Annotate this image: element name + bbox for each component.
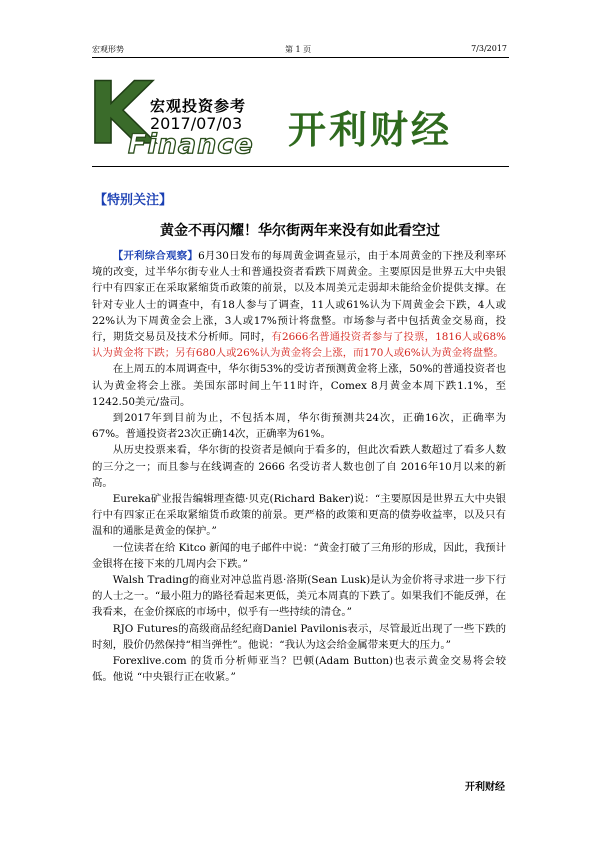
masthead-subtitle: 宏观投资参考 [150, 97, 247, 115]
paragraph-2: 在上周五的本周调查中，华尔街53%的受访者预测黄金将上涨，50%的普通投资者也认为黄金将会上涨。美国东部时间上午11时许，Comex 8月黄金本周下跌1.1%，至1242.50美元/盎司。 [92, 363, 506, 408]
article-body [92, 248, 506, 685]
logo-k-letter: K [87, 64, 150, 164]
footer-brand: 开利财经 [465, 782, 505, 793]
paragraph-1 [92, 248, 506, 361]
masthead-date: 2017/07/03 [150, 114, 243, 133]
paragraph-9: Forexlive.com 的货币分析师亚当？巴顿(Adam Button)也表示黄金交易将会较低。他说 “中央银行正在收紧。” [92, 655, 506, 684]
header-date: 7/3/2017 [471, 44, 507, 53]
article-tag: 【开利综合观察】 [112, 250, 199, 262]
highlighted-poll-result: 有2666名普通投资者参与了投票，1816人或68%认为黄金将下跌；另有680人或26%认为黄金将会上涨，而170人或6%认为黄金将盘整。 [92, 331, 507, 360]
header-page-number: 第 1 页 [285, 45, 312, 54]
paragraph-6: 一位读者在给 Kitco 新闻的电子邮件中说：“黄金打破了三角形的形成，因此，我预计金银将在接下来的几周内会下跌。” [92, 541, 506, 570]
masthead-banner [87, 64, 509, 170]
header-left: 宏观形势 [92, 45, 124, 54]
paragraph-5: Eureka矿业报告编辑理查德·贝克(Richard Baker)说：“主要原因是世界五大中央银行中有四家正在采取紧缩货币政策的前景。更严格的政策和更高的债券收益率，以及只有温和的通胀是黄金的保护。” [92, 493, 506, 538]
logo-finance-word: Finance [128, 129, 254, 160]
header-rule [92, 57, 509, 58]
paragraph-1-text: 6月30日发布的每周黄金调查显示，由于本周黄金的下挫及利率环境的改变，过半华尔街专业人士和普通投资者看跌下周黄金。主要原因是世界五大中央银行中有四家正在采取紧缩货币政策的前景，以及本周美元走弱却未能给金价提供支撑。在针对专业人士的调查中，有18人参与了调查，11人或61%认为下周黄金会下跌，4人或22%认为下周黄金会上涨，3人或17%预计将盘整。市场参与者中包括黄金交易商，投行，期货交易员及技术分析师。同时， [92, 250, 506, 344]
paragraph-7: Walsh Trading的商业对冲总监肖恩·洛斯(Sean Lusk)是认为金价将寻求进一步下行的人士之一。“最小阻力的路径看起来更低，美元本周真的下跌了。如果我们不能反弹，在我看来，在金价探底的市场中，似乎有一些持续的清仓。” [92, 574, 506, 619]
brand-title: 开利财经 [288, 107, 453, 152]
paragraph-4: 从历史投票来看，华尔街的投资者是倾向于看多的，但此次看跌人数超过了看多人数的三分之一；而且参与在线调查的 2666 名受访者人数也创了自 2016年10月以来的新高。 [92, 444, 506, 489]
paragraph-3: 到2017年到目前为止，不包括本周，华尔街预测共24次，正确16次，正确率为67%。普通投资者23次正确14次，正确率为61%。 [92, 412, 506, 441]
paragraph-8: RJO Futures的高级商品经纪商Daniel Pavilonis表示，尽管最近出现了一些下跌的时刻，股价仍然保持“相当弹性”。他说：“我认为这会给金属带来更大的压力。” [92, 622, 506, 651]
page-header [92, 44, 507, 58]
section-label: 【特别关注】 [94, 193, 173, 208]
article-headline: 黄金不再闪耀！华尔街两年来没有如此看空过 [160, 223, 440, 239]
banner-rule [92, 166, 509, 167]
